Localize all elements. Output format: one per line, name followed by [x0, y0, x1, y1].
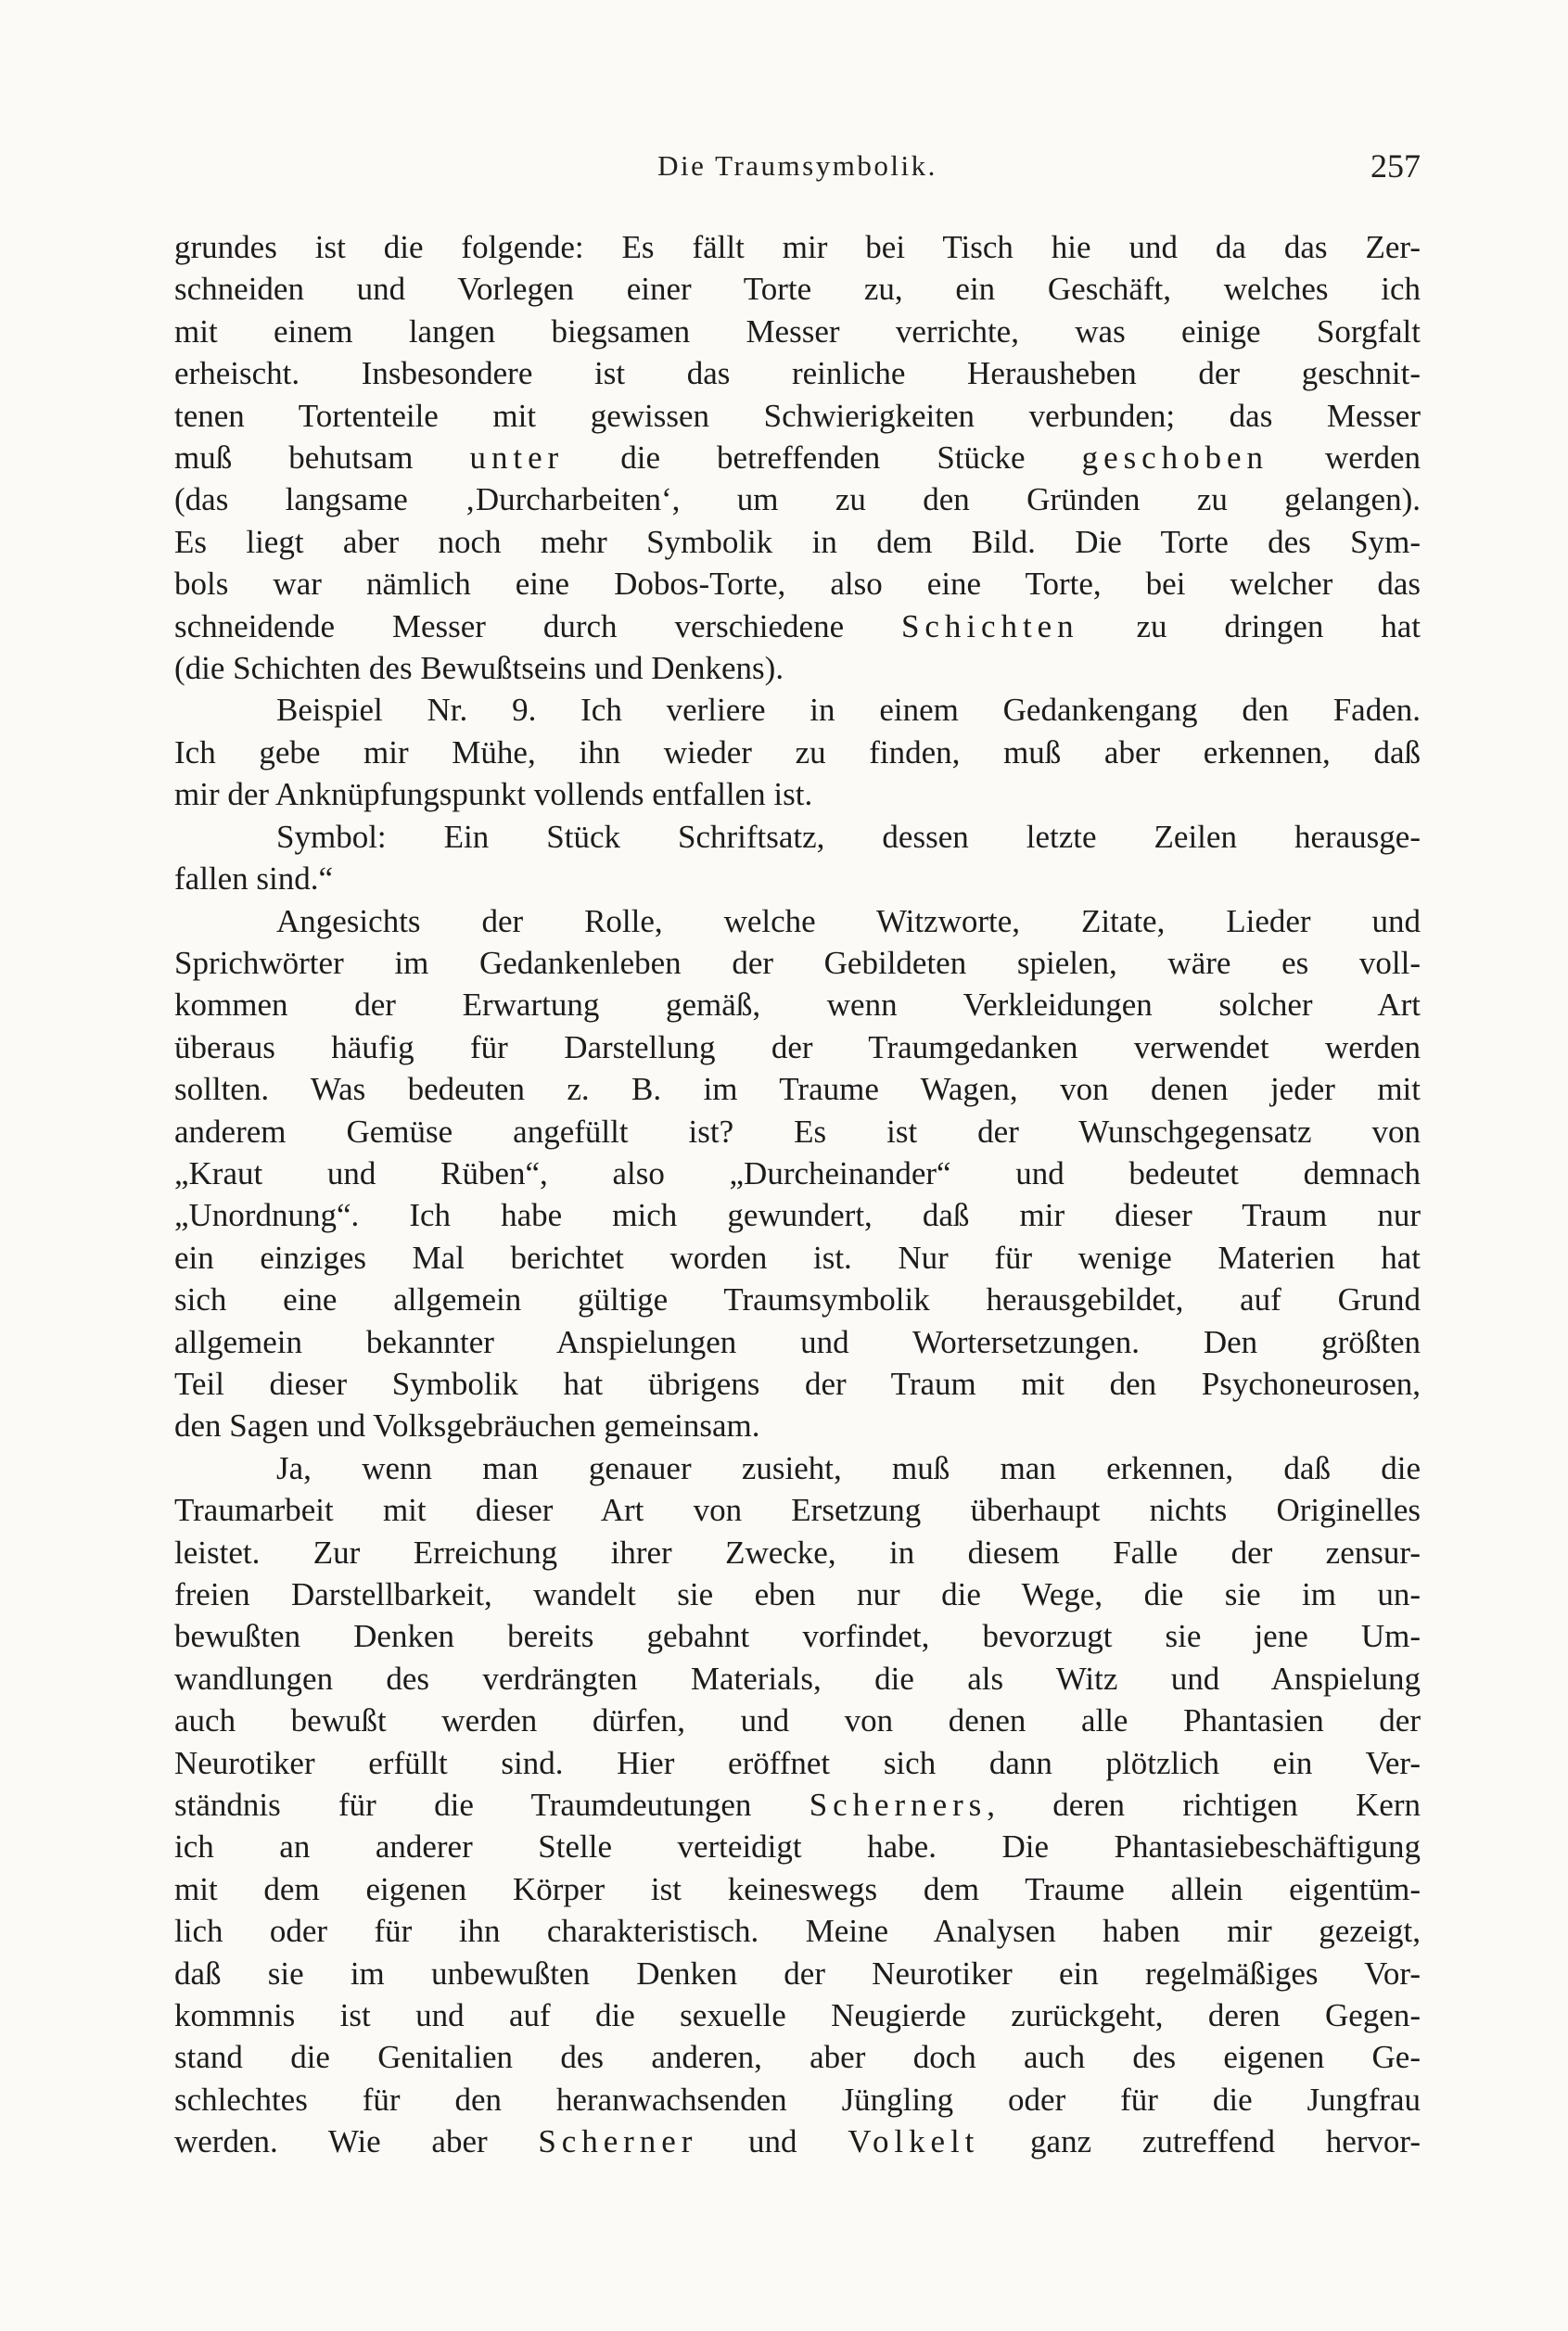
text-segment: ich an anderer Stelle verteidigt habe. Die Phantasiebeschäftigung [174, 1828, 1421, 1866]
text-line [174, 1532, 1421, 1573]
spaced-word: Volkelt [848, 2123, 980, 2160]
text-line [174, 1237, 1421, 1279]
text-line [174, 521, 1421, 563]
text-line [174, 1489, 1421, 1531]
text-line [174, 1700, 1421, 1741]
text-segment: Ja, wenn man genauer zusieht, muß man erkennen, daß die [276, 1449, 1421, 1486]
page-header [174, 146, 1421, 185]
text-line [174, 773, 1421, 815]
text-segment: bewußten Denken bereits gebahnt vorfindet, bevorzugt sie jene Um- [174, 1618, 1421, 1655]
text-line [174, 732, 1421, 773]
text-segment: schneiden und Vorlegen einer Torte zu, ein Geschäft, welches ich [174, 271, 1421, 308]
text-segment: den Sagen und Volksgebräuchen gemeinsam. [174, 1408, 760, 1445]
text-segment: mir der Anknüpfungspunkt vollends entfallen ist. [174, 776, 813, 813]
text-line [174, 900, 1421, 942]
text-segment: auch bewußt werden dürfen, und von denen alle Phantasien der [174, 1702, 1421, 1739]
text-segment: die betreffenden Stücke [564, 439, 1082, 477]
text-line [174, 1826, 1421, 1867]
text-segment: Symbol: Ein Stück Schriftsatz, dessen letzte Zeilen herausge- [276, 818, 1421, 855]
text-segment: freien Darstellbarkeit, wandelt sie eben nur die Wege, die sie im un- [174, 1576, 1421, 1612]
text-line [174, 395, 1421, 437]
body-text [174, 226, 1421, 2163]
text-line [174, 1026, 1421, 1068]
text-segment: Sprichwörter im Gedankenleben der Gebildeten spielen, wäre es voll- [174, 944, 1421, 981]
text-line [174, 2036, 1421, 2078]
text-line [174, 1868, 1421, 1910]
text-line [174, 1994, 1421, 2036]
text-line [174, 2079, 1421, 2121]
text-segment: , deren richtigen Kern [987, 1787, 1421, 1824]
text-line [174, 1321, 1421, 1363]
text-segment: Ich gebe mir Mühe, ihn wieder zu finden, muß aber erkennen, daß [174, 733, 1421, 771]
text-segment: mit dem eigenen Körper ist keineswegs dem Traume allein eigentüm- [174, 1870, 1421, 1907]
text-segment: ein einziges Mal berichtet worden ist. Nur für wenige Materien hat [174, 1239, 1421, 1276]
text-line [174, 226, 1421, 268]
text-segment: lich oder für ihn charakteristisch. Meine Analysen haben mir gezeigt, [174, 1913, 1421, 1950]
text-segment: kommnis ist und auf die sexuelle Neugierde zurückgeht, deren Gegen- [174, 1997, 1421, 2034]
text-segment: (die Schichten des Bewußtseins und Denkens). [174, 650, 784, 687]
text-segment: ganz zutreffend hervor- [979, 2123, 1421, 2160]
text-segment: werden. Wie aber [174, 2123, 539, 2160]
text-line [174, 1068, 1421, 1110]
text-segment: leistet. Zur Erreichung ihrer Zwecke, in diesem Falle der zensur- [174, 1534, 1421, 1571]
text-line [174, 1953, 1421, 1994]
paragraph [174, 689, 1421, 815]
text-line [174, 1279, 1421, 1320]
paragraph [174, 226, 1421, 689]
text-segment: fallen sind.“ [174, 860, 334, 898]
text-segment: werden [1268, 439, 1421, 477]
text-line [174, 1153, 1421, 1194]
text-segment: grundes ist die folgende: Es fällt mir bei Tisch hie und da das Zer- [174, 229, 1421, 265]
text-line [174, 1615, 1421, 1657]
text-segment: Traumarbeit mit dieser Art von Ersetzung überhaupt nichts Originelles [174, 1492, 1421, 1529]
text-segment: anderem Gemüse angefüllt ist? Es ist der Wunschgegensatz von [174, 1113, 1421, 1150]
text-segment: mit einem langen biegsamen Messer verrichte, was einige Sorgfalt [174, 312, 1421, 350]
spaced-word: Scherner [538, 2123, 698, 2160]
text-segment: schlechtes für den heranwachsenden Jüngling oder für die Jungfrau [174, 2081, 1421, 2118]
text-line [174, 816, 1421, 858]
text-segment: allgemein bekannter Anspielungen und Wortersetzungen. Den größten [174, 1323, 1421, 1360]
text-segment: Teil dieser Symbolik hat übrigens der Traum mit den Psychoneurosen, [174, 1365, 1421, 1402]
text-segment: „Unordnung“. Ich habe mich gewundert, daß mir dieser Traum nur [174, 1197, 1421, 1234]
text-line [174, 1910, 1421, 1952]
text-line [174, 1111, 1421, 1153]
text-line [174, 689, 1421, 731]
paragraph [174, 816, 1421, 900]
text-segment: schneidende Messer durch verschiedene [174, 607, 902, 644]
text-segment: daß sie im unbewußten Denken der Neurotiker ein regelmäßiges Vor- [174, 1955, 1421, 1992]
spaced-word: Scherners [809, 1787, 988, 1824]
text-segment: muß behutsam [174, 439, 470, 477]
text-line [174, 1658, 1421, 1700]
spaced-word: geschoben [1081, 439, 1268, 477]
text-segment: Es liegt aber noch mehr Symbolik in dem Bild. Die Torte des Sym- [174, 523, 1421, 560]
text-line [174, 1784, 1421, 1826]
text-segment: zu dringen hat [1078, 607, 1421, 644]
text-line [174, 311, 1421, 352]
text-segment: Angesichts der Rolle, welche Witzworte, Zitate, Lieder und [276, 902, 1421, 939]
text-segment: (das langsame ‚Durcharbeiten‘, um zu den Gründen zu gelangen). [174, 481, 1421, 518]
text-segment: tenen Tortenteile mit gewissen Schwierigkeiten verbunden; das Messer [174, 397, 1421, 434]
paragraph [174, 1447, 1421, 2163]
text-segment: überaus häufig für Darstellung der Traumgedanken verwendet werden [174, 1028, 1421, 1065]
running-title: Die Traumsymbolik. [657, 149, 937, 182]
text-line [174, 563, 1421, 605]
page-number: 257 [1370, 147, 1421, 185]
text-line [174, 1405, 1421, 1446]
text-line [174, 1363, 1421, 1405]
text-line [174, 858, 1421, 899]
text-line [174, 1447, 1421, 1489]
text-line [174, 1194, 1421, 1236]
text-segment: „Kraut und Rüben“, also „Durcheinander“ und bedeutet demnach [174, 1154, 1421, 1191]
spaced-word: unter [469, 439, 565, 477]
text-line [174, 268, 1421, 310]
text-line [174, 1742, 1421, 1784]
text-line [174, 1573, 1421, 1615]
text-line [174, 478, 1421, 520]
text-line [174, 942, 1421, 984]
spaced-word: Schichten [901, 607, 1079, 644]
text-line [174, 984, 1421, 1025]
text-line [174, 2121, 1421, 2162]
text-segment: wandlungen des verdrängten Materials, die als Witz und Anspielung [174, 1660, 1421, 1697]
text-segment: Beispiel Nr. 9. Ich verliere in einem Gedankengang den Faden. [276, 692, 1421, 729]
text-line [174, 437, 1421, 478]
text-line [174, 605, 1421, 647]
text-segment: sollten. Was bedeuten z. B. im Traume Wagen, von denen jeder mit [174, 1071, 1421, 1108]
paragraph [174, 900, 1421, 1447]
text-segment: erheischt. Insbesondere ist das reinliche Herausheben der geschnit- [174, 355, 1421, 392]
page-content [174, 146, 1421, 2163]
text-segment: kommen der Erwartung gemäß, wenn Verkleidungen solcher Art [174, 987, 1421, 1024]
text-segment: und [697, 2123, 848, 2160]
text-line [174, 352, 1421, 394]
text-segment: ständnis für die Traumdeutungen [174, 1787, 809, 1824]
text-segment: bols war nämlich eine Dobos-Torte, also eine Torte, bei welcher das [174, 566, 1421, 603]
text-segment: sich eine allgemein gültige Traumsymbolik herausgebildet, auf Grund [174, 1281, 1421, 1318]
text-line [174, 647, 1421, 689]
text-segment: stand die Genitalien des anderen, aber doch auch des eigenen Ge- [174, 2039, 1421, 2076]
text-segment: Neurotiker erfüllt sind. Hier eröffnet sich dann plötzlich ein Ver- [174, 1744, 1421, 1781]
